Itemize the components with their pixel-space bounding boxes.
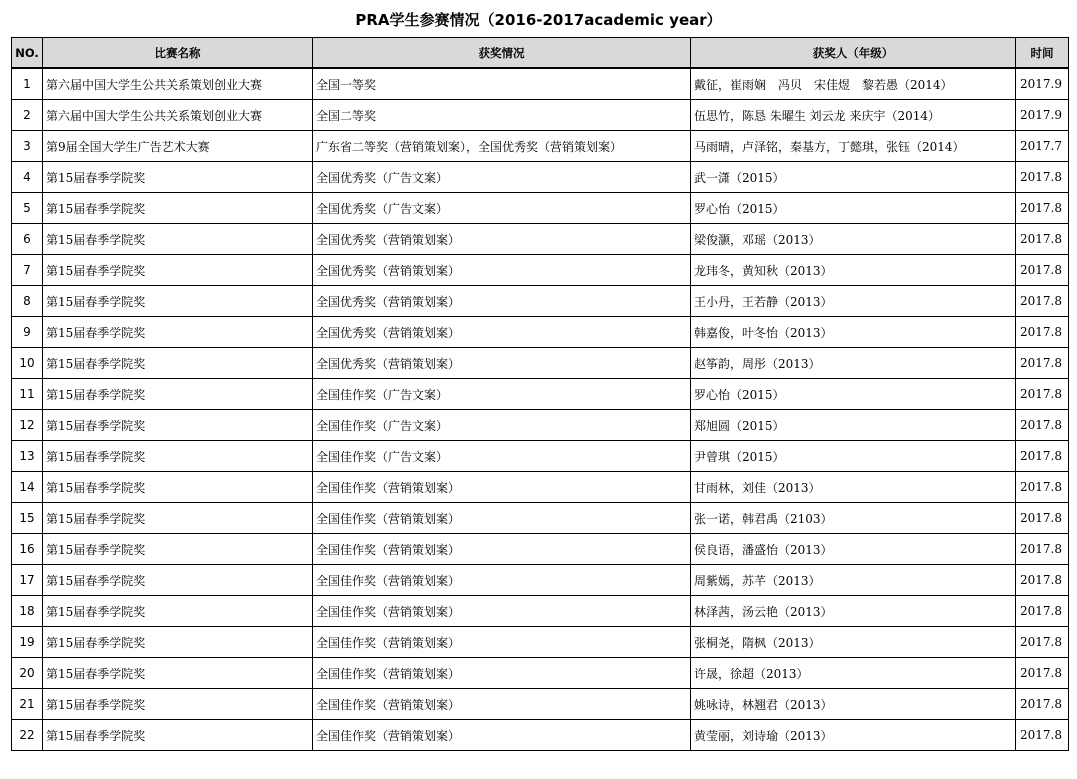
cell-competition: 第15届春季学院奖 — [43, 534, 313, 565]
table-row — [12, 658, 1069, 689]
cell-award: 全国优秀奖（营销策划案） — [313, 286, 691, 317]
cell-winners: 马雨晴，卢泽铭，秦基方，丁懿琪，张钰（2014） — [691, 131, 1016, 162]
cell-no: 10 — [12, 348, 43, 379]
cell-competition: 第15届春季学院奖 — [43, 720, 313, 751]
cell-competition: 第15届春季学院奖 — [43, 565, 313, 596]
cell-award: 全国一等奖 — [313, 68, 691, 100]
table-row — [12, 100, 1069, 131]
cell-winners: 黄莹丽，刘诗瑜（2013） — [691, 720, 1016, 751]
cell-no: 22 — [12, 720, 43, 751]
table-row — [12, 441, 1069, 472]
cell-competition: 第15届春季学院奖 — [43, 596, 313, 627]
table-row — [12, 317, 1069, 348]
table-row — [12, 348, 1069, 379]
cell-award: 全国优秀奖（广告文案） — [313, 162, 691, 193]
cell-time: 2017.8 — [1016, 410, 1069, 441]
table-row — [12, 255, 1069, 286]
cell-competition: 第15届春季学院奖 — [43, 348, 313, 379]
cell-competition: 第9届全国大学生广告艺术大赛 — [43, 131, 313, 162]
cell-award: 全国优秀奖（广告文案） — [313, 193, 691, 224]
table-row — [12, 379, 1069, 410]
table-row — [12, 596, 1069, 627]
table-row — [12, 472, 1069, 503]
page-title: PRA学生参赛情况（2016-2017academic year） — [355, 11, 722, 29]
cell-winners: 梁俊灏，邓瑶（2013） — [691, 224, 1016, 255]
cell-no: 11 — [12, 379, 43, 410]
cell-winners: 甘雨林，刘佳（2013） — [691, 472, 1016, 503]
cell-competition: 第15届春季学院奖 — [43, 193, 313, 224]
cell-time: 2017.7 — [1016, 131, 1069, 162]
cell-award: 全国优秀奖（营销策划案） — [313, 224, 691, 255]
cell-competition: 第15届春季学院奖 — [43, 224, 313, 255]
table-row — [12, 410, 1069, 441]
table-row — [12, 162, 1069, 193]
header-time: 时间 — [1016, 38, 1069, 69]
table-row — [12, 627, 1069, 658]
cell-winners: 周紫嫣，苏芊（2013） — [691, 565, 1016, 596]
cell-award: 全国佳作奖（营销策划案） — [313, 472, 691, 503]
table-header — [12, 38, 1069, 69]
cell-winners: 侯良语，潘盛怡（2013） — [691, 534, 1016, 565]
cell-winners: 伍思竹，陈恳 朱曜生 刘云龙 来庆宇（2014） — [691, 100, 1016, 131]
cell-time: 2017.8 — [1016, 534, 1069, 565]
cell-no: 19 — [12, 627, 43, 658]
cell-competition: 第15届春季学院奖 — [43, 503, 313, 534]
cell-award: 全国二等奖 — [313, 100, 691, 131]
awards-table — [11, 37, 1069, 751]
cell-time: 2017.8 — [1016, 441, 1069, 472]
table-row — [12, 534, 1069, 565]
cell-award: 全国佳作奖（广告文案） — [313, 441, 691, 472]
cell-award: 全国佳作奖（广告文案） — [313, 379, 691, 410]
table-row — [12, 503, 1069, 534]
cell-competition: 第15届春季学院奖 — [43, 162, 313, 193]
cell-no: 18 — [12, 596, 43, 627]
cell-no: 2 — [12, 100, 43, 131]
cell-no: 12 — [12, 410, 43, 441]
table-row — [12, 720, 1069, 751]
cell-no: 16 — [12, 534, 43, 565]
cell-time: 2017.8 — [1016, 224, 1069, 255]
cell-time: 2017.9 — [1016, 100, 1069, 131]
cell-competition: 第六届中国大学生公共关系策划创业大赛 — [43, 68, 313, 100]
cell-competition: 第15届春季学院奖 — [43, 658, 313, 689]
cell-no: 8 — [12, 286, 43, 317]
table-row — [12, 689, 1069, 720]
cell-no: 14 — [12, 472, 43, 503]
cell-winners: 姚咏诗，林翘君（2013） — [691, 689, 1016, 720]
cell-no: 20 — [12, 658, 43, 689]
cell-time: 2017.8 — [1016, 689, 1069, 720]
cell-time: 2017.8 — [1016, 317, 1069, 348]
cell-no: 13 — [12, 441, 43, 472]
table-row — [12, 193, 1069, 224]
cell-award: 全国佳作奖（广告文案） — [313, 410, 691, 441]
cell-no: 15 — [12, 503, 43, 534]
cell-winners: 郑旭圆（2015） — [691, 410, 1016, 441]
cell-award: 广东省二等奖（营销策划案），全国优秀奖（营销策划案） — [313, 131, 691, 162]
cell-no: 1 — [12, 68, 43, 100]
cell-time: 2017.8 — [1016, 348, 1069, 379]
cell-award: 全国佳作奖（营销策划案） — [313, 596, 691, 627]
cell-award: 全国佳作奖（营销策划案） — [313, 565, 691, 596]
cell-award: 全国佳作奖（营销策划案） — [313, 534, 691, 565]
cell-winners: 罗心怡（2015） — [691, 193, 1016, 224]
table-row — [12, 131, 1069, 162]
cell-competition: 第15届春季学院奖 — [43, 379, 313, 410]
table-row — [12, 224, 1069, 255]
cell-award: 全国佳作奖（营销策划案） — [313, 658, 691, 689]
cell-time: 2017.8 — [1016, 503, 1069, 534]
cell-winners: 尹曾琪（2015） — [691, 441, 1016, 472]
cell-winners: 龙玮冬，黄知秋（2013） — [691, 255, 1016, 286]
cell-winners: 罗心怡（2015） — [691, 379, 1016, 410]
table-row — [12, 286, 1069, 317]
cell-time: 2017.8 — [1016, 162, 1069, 193]
header-competition: 比赛名称 — [43, 38, 313, 69]
cell-time: 2017.8 — [1016, 720, 1069, 751]
cell-competition: 第15届春季学院奖 — [43, 286, 313, 317]
cell-competition: 第15届春季学院奖 — [43, 255, 313, 286]
cell-competition: 第15届春季学院奖 — [43, 472, 313, 503]
cell-winners: 韩嘉俊，叶冬怡（2013） — [691, 317, 1016, 348]
cell-time: 2017.8 — [1016, 658, 1069, 689]
cell-time: 2017.8 — [1016, 565, 1069, 596]
cell-no: 6 — [12, 224, 43, 255]
cell-time: 2017.8 — [1016, 379, 1069, 410]
cell-time: 2017.8 — [1016, 627, 1069, 658]
cell-award: 全国佳作奖（营销策划案） — [313, 627, 691, 658]
cell-winners: 林泽茜，汤云艳（2013） — [691, 596, 1016, 627]
header-award: 获奖情况 — [313, 38, 691, 69]
cell-winners: 张桐尧，隋枫（2013） — [691, 627, 1016, 658]
cell-no: 5 — [12, 193, 43, 224]
cell-no: 3 — [12, 131, 43, 162]
cell-competition: 第15届春季学院奖 — [43, 689, 313, 720]
cell-time: 2017.8 — [1016, 596, 1069, 627]
cell-no: 21 — [12, 689, 43, 720]
table-row — [12, 68, 1069, 100]
cell-time: 2017.8 — [1016, 286, 1069, 317]
cell-award: 全国优秀奖（营销策划案） — [313, 348, 691, 379]
cell-competition: 第15届春季学院奖 — [43, 627, 313, 658]
cell-no: 7 — [12, 255, 43, 286]
cell-competition: 第六届中国大学生公共关系策划创业大赛 — [43, 100, 313, 131]
cell-award: 全国佳作奖（营销策划案） — [313, 503, 691, 534]
cell-competition: 第15届春季学院奖 — [43, 441, 313, 472]
cell-winners: 王小丹，王若静（2013） — [691, 286, 1016, 317]
cell-time: 2017.9 — [1016, 68, 1069, 100]
cell-competition: 第15届春季学院奖 — [43, 410, 313, 441]
cell-winners: 张一诺，韩君禹（2103） — [691, 503, 1016, 534]
header-no: NO. — [12, 38, 43, 69]
cell-time: 2017.8 — [1016, 472, 1069, 503]
cell-winners: 戴征，崔雨娴 冯贝 宋佳煜 黎若愚（2014） — [691, 68, 1016, 100]
cell-winners: 许晟，徐超（2013） — [691, 658, 1016, 689]
cell-time: 2017.8 — [1016, 255, 1069, 286]
cell-winners: 武一潇（2015） — [691, 162, 1016, 193]
table-body — [12, 68, 1069, 751]
header-winners: 获奖人（年级） — [691, 38, 1016, 69]
header-row — [12, 38, 1069, 69]
cell-no: 4 — [12, 162, 43, 193]
cell-time: 2017.8 — [1016, 193, 1069, 224]
cell-no: 9 — [12, 317, 43, 348]
cell-winners: 赵筝韵，周彤（2013） — [691, 348, 1016, 379]
cell-award: 全国佳作奖（营销策划案） — [313, 720, 691, 751]
table-row — [12, 565, 1069, 596]
cell-award: 全国优秀奖（营销策划案） — [313, 317, 691, 348]
cell-competition: 第15届春季学院奖 — [43, 317, 313, 348]
cell-award: 全国佳作奖（营销策划案） — [313, 689, 691, 720]
cell-no: 17 — [12, 565, 43, 596]
cell-award: 全国优秀奖（营销策划案） — [313, 255, 691, 286]
